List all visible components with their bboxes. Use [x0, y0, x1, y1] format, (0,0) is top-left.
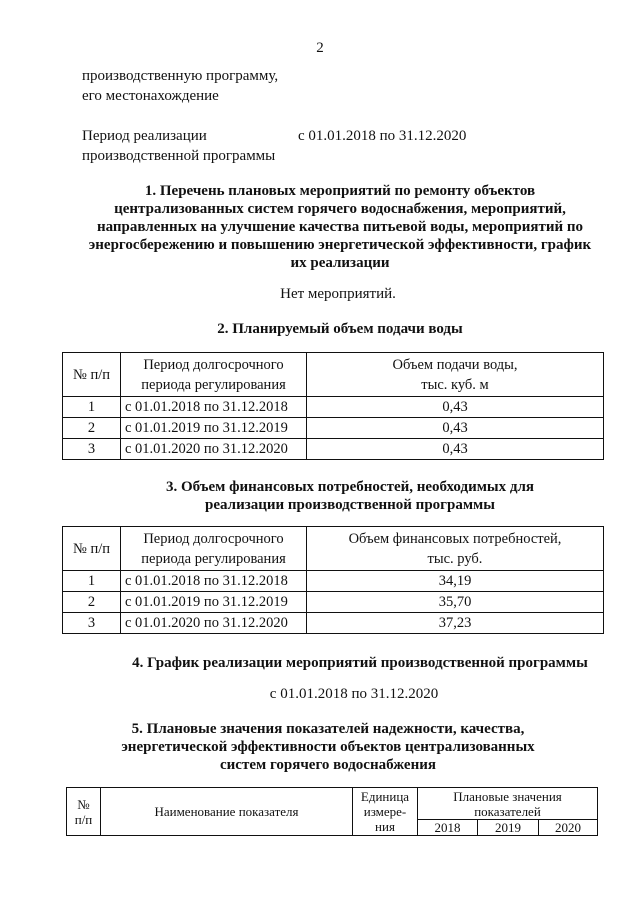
row-period: с 01.01.2018 по 31.12.2018 [121, 397, 307, 418]
row-period: с 01.01.2020 по 31.12.2020 [121, 613, 307, 634]
row-period: с 01.01.2019 по 31.12.2019 [121, 418, 307, 439]
period-label [82, 126, 275, 166]
financial-needs-table [62, 526, 604, 634]
header-period [121, 527, 307, 571]
header-line: Единица [360, 789, 410, 804]
table-row [63, 439, 604, 460]
section3-title [70, 478, 630, 514]
title-line: их реализации [290, 255, 390, 271]
header-line: измере- [363, 804, 407, 819]
header-line: периода регулирования [141, 376, 286, 393]
row-value: 0,43 [307, 397, 604, 418]
header-line: тыс. руб. [427, 550, 483, 567]
program-location-label [82, 66, 278, 106]
title-line: 3. Объем финансовых потребностей, необходимых для [165, 479, 535, 495]
table-header-row [63, 353, 604, 397]
label-line: производственную программу, [82, 68, 279, 84]
header-year: 2020 [539, 820, 598, 836]
label-line: производственной программы [82, 148, 276, 164]
section1-title [60, 182, 620, 272]
row-value: 0,43 [307, 418, 604, 439]
page-number: 2 [316, 40, 324, 56]
label-line: Период реализации [82, 128, 207, 144]
period-value: с 01.01.2018 по 31.12.2020 [298, 128, 467, 144]
row-value: 0,43 [307, 439, 604, 460]
row-value: 37,23 [307, 613, 604, 634]
header-value [307, 527, 604, 571]
title-line: систем горячего водоснабжения [220, 757, 436, 773]
header-planned-values [418, 788, 598, 820]
table-row [63, 397, 604, 418]
row-num: 3 [63, 613, 121, 634]
row-period: с 01.01.2019 по 31.12.2019 [121, 592, 307, 613]
table-header-row [67, 788, 598, 820]
row-period: с 01.01.2018 по 31.12.2018 [121, 571, 307, 592]
header-line: периода регулирования [141, 550, 286, 567]
table-row [63, 613, 604, 634]
header-line: Объем финансовых потребностей, [348, 530, 562, 547]
row-value: 34,19 [307, 571, 604, 592]
header-line: Плановые значения [453, 788, 562, 804]
row-num: 1 [63, 397, 121, 418]
header-line: показателей [474, 803, 541, 819]
title-line: 5. Плановые значения показателей надежности, качества, [131, 721, 525, 737]
title-line: централизованных систем горячего водоснабжения, мероприятий, [114, 201, 566, 217]
section2-title: 2. Планируемый объем подачи воды [217, 321, 463, 337]
header-num: № п/п [63, 353, 121, 397]
header-line: Объем подачи воды, [392, 356, 518, 373]
title-line: реализации производственной программы [205, 497, 495, 513]
section1-text: Нет мероприятий. [280, 286, 396, 302]
row-num: 3 [63, 439, 121, 460]
row-value: 35,70 [307, 592, 604, 613]
label-line: его местонахождение [82, 88, 219, 104]
header-line: тыс. куб. м [421, 376, 489, 393]
indicators-table [66, 787, 598, 836]
header-line: № [77, 796, 90, 812]
title-line: энергосбережению и повышению энергетической эффективности, график [88, 237, 592, 253]
header-period [121, 353, 307, 397]
header-num [67, 788, 101, 836]
header-year: 2019 [478, 820, 539, 836]
section5-title [48, 720, 608, 774]
section4-text: с 01.01.2018 по 31.12.2020 [269, 686, 439, 702]
table-row [63, 571, 604, 592]
table-header-row [63, 527, 604, 571]
header-value [307, 353, 604, 397]
header-line: Период долгосрочного [143, 530, 284, 547]
header-line: п/п [74, 811, 93, 827]
section4-title: 4. График реализации мероприятий производственной программы [132, 655, 588, 671]
header-line: ния [375, 819, 395, 834]
title-line: энергетической эффективности объектов централизованных [121, 739, 535, 755]
header-indicator-name: Наименование показателя [101, 788, 353, 836]
header-num: № п/п [63, 527, 121, 571]
header-unit [353, 788, 418, 836]
title-line: 1. Перечень плановых мероприятий по ремонту объектов [144, 183, 536, 199]
title-line: направленных на улучшение качества питьевой воды, мероприятий по [96, 219, 584, 235]
row-num: 2 [63, 418, 121, 439]
table-row [63, 418, 604, 439]
supply-volume-table [62, 352, 604, 460]
row-period: с 01.01.2020 по 31.12.2020 [121, 439, 307, 460]
table-row [63, 592, 604, 613]
row-num: 1 [63, 571, 121, 592]
row-num: 2 [63, 592, 121, 613]
header-year: 2018 [418, 820, 478, 836]
header-line: Период долгосрочного [143, 356, 284, 373]
